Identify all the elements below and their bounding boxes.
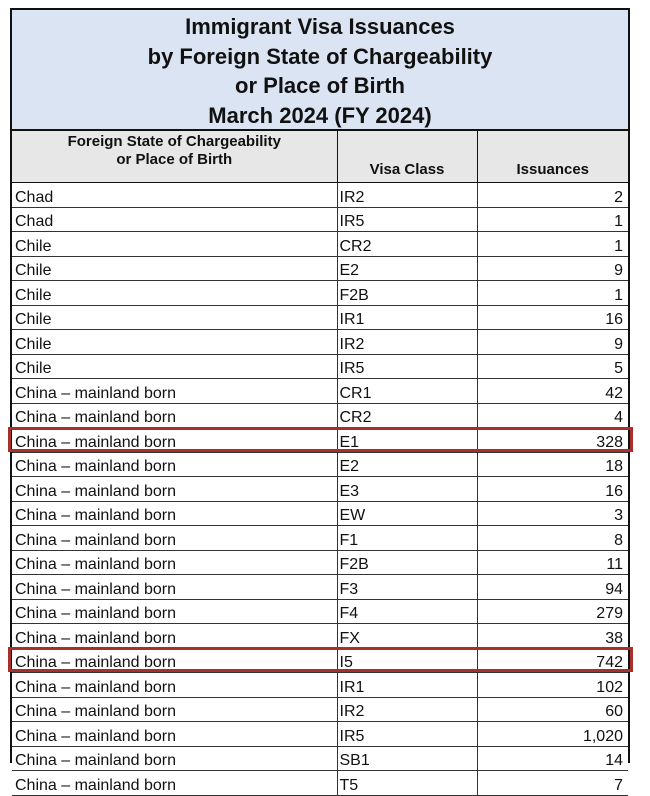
table-row xyxy=(12,281,628,306)
cell-state: Chad xyxy=(12,207,337,232)
cell-issuances: 2 xyxy=(477,183,628,208)
cell-state: China – mainland born xyxy=(12,575,337,600)
table-row xyxy=(12,354,628,379)
table-row xyxy=(12,207,628,232)
cell-issuances: 4 xyxy=(477,403,628,428)
cell-visa-class: IR2 xyxy=(337,697,477,722)
cell-state: Chile xyxy=(12,256,337,281)
cell-state: Chile xyxy=(12,305,337,330)
table-row xyxy=(12,256,628,281)
cell-issuances: 1 xyxy=(477,281,628,306)
cell-state: China – mainland born xyxy=(12,428,337,453)
cell-issuances: 42 xyxy=(477,379,628,404)
cell-state: China – mainland born xyxy=(12,501,337,526)
cell-state: China – mainland born xyxy=(12,599,337,624)
cell-state: China – mainland born xyxy=(12,403,337,428)
cell-issuances: 3 xyxy=(477,501,628,526)
cell-visa-class: I5 xyxy=(337,648,477,673)
cell-issuances: 60 xyxy=(477,697,628,722)
table-row xyxy=(12,183,628,208)
cell-visa-class: F2B xyxy=(337,281,477,306)
table-row xyxy=(12,501,628,526)
table-row-highlighted xyxy=(12,648,628,673)
title-line-4: March 2024 (FY 2024) xyxy=(208,102,432,128)
cell-visa-class: IR5 xyxy=(337,354,477,379)
cell-visa-class: E2 xyxy=(337,452,477,477)
table-row xyxy=(12,771,628,796)
cell-visa-class: CR1 xyxy=(337,379,477,404)
cell-issuances: 8 xyxy=(477,526,628,551)
cell-visa-class: IR5 xyxy=(337,207,477,232)
visa-issuance-table-sheet xyxy=(10,8,630,794)
table-row xyxy=(12,232,628,257)
table-title xyxy=(12,10,628,131)
cell-state: China – mainland born xyxy=(12,648,337,673)
cell-visa-class: CR2 xyxy=(337,232,477,257)
cell-issuances: 9 xyxy=(477,330,628,355)
cell-issuances: 328 xyxy=(477,428,628,453)
cell-state: China – mainland born xyxy=(12,624,337,649)
cell-visa-class: FX xyxy=(337,624,477,649)
cell-state: Chile xyxy=(12,232,337,257)
table-row xyxy=(12,575,628,600)
table-row xyxy=(12,624,628,649)
table-row-highlighted xyxy=(12,428,628,453)
column-header-state-line-2: or Place of Birth xyxy=(116,151,233,168)
cell-visa-class: IR1 xyxy=(337,673,477,698)
cell-state: China – mainland born xyxy=(12,477,337,502)
table-row xyxy=(12,550,628,575)
column-header-state xyxy=(12,131,337,183)
cell-state: China – mainland born xyxy=(12,722,337,747)
cell-visa-class: F2B xyxy=(337,550,477,575)
cell-visa-class: CR2 xyxy=(337,403,477,428)
cell-issuances: 5 xyxy=(477,354,628,379)
cell-state: China – mainland born xyxy=(12,379,337,404)
cell-state: Chile xyxy=(12,354,337,379)
cell-visa-class: IR1 xyxy=(337,305,477,330)
column-header-issuances: Issuances xyxy=(477,131,628,183)
cell-visa-class: IR2 xyxy=(337,183,477,208)
cell-state: Chile xyxy=(12,281,337,306)
cell-issuances: 1,020 xyxy=(477,722,628,747)
cell-state: China – mainland born xyxy=(12,697,337,722)
cell-issuances: 16 xyxy=(477,305,628,330)
cell-issuances: 7 xyxy=(477,771,628,796)
cell-state: China – mainland born xyxy=(12,673,337,698)
cell-state: China – mainland born xyxy=(12,452,337,477)
cell-issuances: 1 xyxy=(477,232,628,257)
cell-issuances: 14 xyxy=(477,746,628,771)
cell-visa-class: E2 xyxy=(337,256,477,281)
title-line-2: by Foreign State of Chargeability xyxy=(147,43,493,69)
table-row xyxy=(12,599,628,624)
cell-visa-class: E3 xyxy=(337,477,477,502)
column-header-state-line-1: Foreign State of Chargeability xyxy=(67,133,281,150)
cell-visa-class: T5 xyxy=(337,771,477,796)
title-line-3: or Place of Birth xyxy=(235,73,405,98)
table-row xyxy=(12,746,628,771)
cell-state: China – mainland born xyxy=(12,550,337,575)
cell-visa-class: E1 xyxy=(337,428,477,453)
cell-visa-class: F4 xyxy=(337,599,477,624)
table-row xyxy=(12,722,628,747)
cell-visa-class: IR2 xyxy=(337,330,477,355)
cell-issuances: 11 xyxy=(477,550,628,575)
table-row xyxy=(12,526,628,551)
table-row xyxy=(12,379,628,404)
table-row xyxy=(12,403,628,428)
cell-visa-class: SB1 xyxy=(337,746,477,771)
column-header-visa-class: Visa Class xyxy=(337,131,477,183)
cell-issuances: 16 xyxy=(477,477,628,502)
cell-state: Chile xyxy=(12,330,337,355)
cell-issuances: 9 xyxy=(477,256,628,281)
cell-issuances: 102 xyxy=(477,673,628,698)
table-row xyxy=(12,673,628,698)
cell-issuances: 38 xyxy=(477,624,628,649)
cell-issuances: 279 xyxy=(477,599,628,624)
title-line-1: Immigrant Visa Issuances xyxy=(185,14,455,39)
cell-state: China – mainland born xyxy=(12,746,337,771)
cell-visa-class: EW xyxy=(337,501,477,526)
cell-visa-class: F1 xyxy=(337,526,477,551)
cell-visa-class: IR5 xyxy=(337,722,477,747)
table-body xyxy=(12,183,628,796)
cell-state: China – mainland born xyxy=(12,526,337,551)
table-header-row xyxy=(12,131,628,183)
table-row xyxy=(12,477,628,502)
cell-issuances: 1 xyxy=(477,207,628,232)
cell-visa-class: F3 xyxy=(337,575,477,600)
table-row xyxy=(12,452,628,477)
cell-state: Chad xyxy=(12,183,337,208)
table-row xyxy=(12,305,628,330)
cell-state: China – mainland born xyxy=(12,771,337,796)
table-row xyxy=(12,330,628,355)
issuance-table xyxy=(12,131,628,796)
table-row xyxy=(12,697,628,722)
cell-issuances: 742 xyxy=(477,648,628,673)
cell-issuances: 18 xyxy=(477,452,628,477)
cell-issuances: 94 xyxy=(477,575,628,600)
